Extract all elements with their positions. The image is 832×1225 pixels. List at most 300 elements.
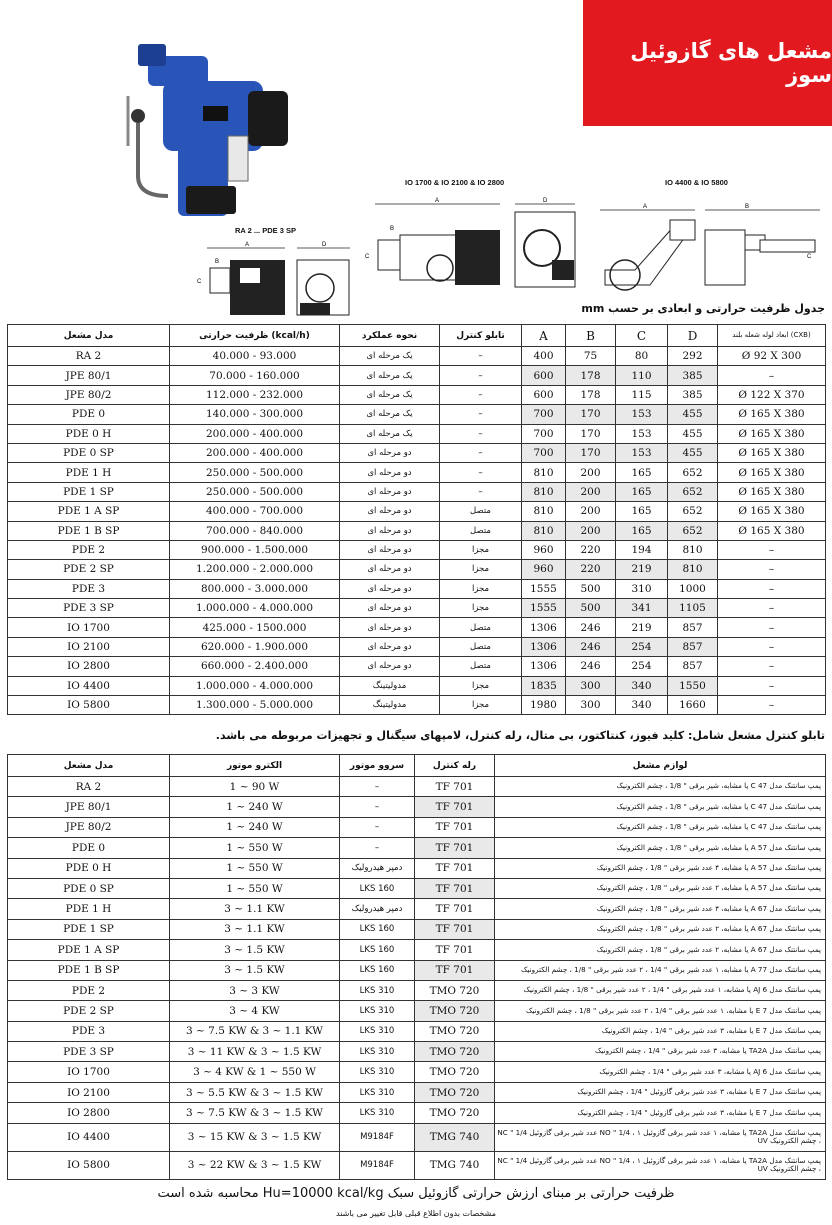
table-row xyxy=(8,502,826,521)
cell-b: 500 xyxy=(566,579,616,598)
cell-operation: یک مرحله ای xyxy=(340,385,440,404)
cell-operation: دو مرحله ای xyxy=(340,502,440,521)
cell-capacity: 140.000 - 300.000 xyxy=(170,405,340,424)
cell-tube: – xyxy=(718,696,826,715)
cell-operation: دو مرحله ای xyxy=(340,579,440,598)
cell-c: 310 xyxy=(616,579,668,598)
cell-servo: – xyxy=(340,797,415,817)
cell-model: PDE 1 H xyxy=(8,899,170,919)
cell-motor: 3 ~ 7.5 KW & 3 ~ 1.5 KW xyxy=(170,1103,340,1123)
cell-model: IO 4400 xyxy=(8,676,170,695)
cell-b: 200 xyxy=(566,482,616,501)
cell-motor: 3 ~ 4 KW xyxy=(170,1001,340,1021)
cell-c: 153 xyxy=(616,443,668,462)
table-row xyxy=(8,637,826,656)
cell-model: PDE 1 SP xyxy=(8,482,170,501)
cell-d: 857 xyxy=(668,637,718,656)
cell-c: 254 xyxy=(616,637,668,656)
cell-operation: دو مرحله ای xyxy=(340,657,440,676)
cell-motor: 3 ~ 1.5 KW xyxy=(170,940,340,960)
cell-d: 652 xyxy=(668,463,718,482)
cell-model: JPE 80/1 xyxy=(8,797,170,817)
cell-b: 246 xyxy=(566,618,616,637)
cell-relay: TMG 740 xyxy=(415,1123,495,1151)
cell-panel: – xyxy=(440,405,522,424)
cell-b: 246 xyxy=(566,637,616,656)
cell-c: 194 xyxy=(616,540,668,559)
cell-c: 254 xyxy=(616,657,668,676)
cell-b: 170 xyxy=(566,405,616,424)
cell-capacity: 400.000 - 700.000 xyxy=(170,502,340,521)
cell-d: 1550 xyxy=(668,676,718,695)
svg-text:C: C xyxy=(807,254,812,260)
cell-motor: 1 ~ 550 W xyxy=(170,838,340,858)
table1-header-row xyxy=(8,325,826,347)
cell-panel: متصل xyxy=(440,502,522,521)
cell-model: PDE 1 H xyxy=(8,463,170,482)
cell-capacity: 425.000 - 1500.000 xyxy=(170,618,340,637)
table-row xyxy=(8,618,826,637)
cell-relay: TF 701 xyxy=(415,940,495,960)
table1-header-operation: نحوه عملکرد xyxy=(340,325,440,347)
cell-relay: TF 701 xyxy=(415,817,495,837)
table2-caption: تابلو کنترل مشعل شامل: کلید فیوز، کنتاکتور، بی متال، رله کنترل، لامپهای سیگنال و تجهیزات مربوطه می باشد. xyxy=(215,729,825,742)
table-row xyxy=(8,443,826,462)
cell-operation: دو مرحله ای xyxy=(340,599,440,618)
cell-acc: پمپ سانتنک مدل C 47 یا مشابه، شیر برقی " 1/8 ، چشم الکترونیک xyxy=(495,777,826,797)
drawing-large-diagram xyxy=(595,190,825,298)
cell-d: 810 xyxy=(668,540,718,559)
cell-acc: پمپ سانتنک مدل A 67 یا مشابه، ۴ عدد شیر برقی " 1/8 ، چشم الکترونیک xyxy=(495,899,826,919)
cell-motor: 1 ~ 240 W xyxy=(170,797,340,817)
cell-operation: دو مرحله ای xyxy=(340,482,440,501)
burner-photo xyxy=(108,36,298,226)
cell-b: 220 xyxy=(566,560,616,579)
cell-servo: LKS 310 xyxy=(340,1001,415,1021)
cell-operation: دو مرحله ای xyxy=(340,637,440,656)
drawing-mid-caption: IO 1700 & IO 2100 & IO 2800 xyxy=(405,178,505,187)
cell-b: 75 xyxy=(566,347,616,366)
cell-motor: 3 ~ 1.1 KW xyxy=(170,899,340,919)
cell-acc: پمپ سانتنک مدل A 57 یا مشابه، ۲ عدد شیر برقی " 1/8 ، چشم الکترونیک xyxy=(495,878,826,898)
cell-model: IO 1700 xyxy=(8,1062,170,1082)
cell-c: 153 xyxy=(616,405,668,424)
cell-b: 200 xyxy=(566,502,616,521)
table-row xyxy=(8,1042,826,1062)
cell-d: 1660 xyxy=(668,696,718,715)
cell-model: PDE 2 xyxy=(8,540,170,559)
cell-a: 600 xyxy=(522,385,566,404)
table-row xyxy=(8,899,826,919)
table-row xyxy=(8,347,826,366)
cell-capacity: 200.000 - 400.000 xyxy=(170,424,340,443)
table1-caption: جدول ظرفیت حرارتی و ابعادی بر حسب mm xyxy=(581,302,825,315)
cell-motor: 3 ~ 4 KW & 1 ~ 550 W xyxy=(170,1062,340,1082)
cell-b: 246 xyxy=(566,657,616,676)
cell-capacity: 1.200.000 - 2.000.000 xyxy=(170,560,340,579)
drawing-mid xyxy=(360,178,585,298)
table-row xyxy=(8,777,826,797)
table-row xyxy=(8,1151,826,1179)
cell-acc: پمپ سانتنک مدل AJ 6 یا مشابه، ۱ عدد شیر برقی " 1/4 ، ۲ عدد شیر برقی " 1/8 ، چشم الکترونیک xyxy=(495,980,826,1000)
cell-a: 700 xyxy=(522,424,566,443)
cell-c: 165 xyxy=(616,521,668,540)
table-row xyxy=(8,797,826,817)
cell-model: PDE 1 A SP xyxy=(8,502,170,521)
cell-servo: LKS 160 xyxy=(340,960,415,980)
cell-d: 455 xyxy=(668,405,718,424)
cell-d: 455 xyxy=(668,443,718,462)
table-row xyxy=(8,1001,826,1021)
cell-servo: – xyxy=(340,838,415,858)
cell-servo: – xyxy=(340,777,415,797)
table2-header-relay: رله کنترل xyxy=(415,755,495,777)
cell-operation: دو مرحله ای xyxy=(340,618,440,637)
cell-c: 153 xyxy=(616,424,668,443)
cell-d: 385 xyxy=(668,366,718,385)
cell-servo: LKS 310 xyxy=(340,980,415,1000)
table2-body xyxy=(8,777,826,1180)
cell-servo: LKS 160 xyxy=(340,940,415,960)
cell-panel: مجزا xyxy=(440,676,522,695)
svg-text:C: C xyxy=(365,254,370,260)
cell-tube: – xyxy=(718,366,826,385)
drawing-small-diagram xyxy=(185,238,360,326)
cell-panel: مجزا xyxy=(440,540,522,559)
cell-relay: TF 701 xyxy=(415,919,495,939)
table1-header-d: D xyxy=(668,325,718,347)
table1-header-a: A xyxy=(522,325,566,347)
table-row xyxy=(8,366,826,385)
cell-b: 500 xyxy=(566,599,616,618)
cell-panel: – xyxy=(440,424,522,443)
cell-panel: متصل xyxy=(440,521,522,540)
cell-acc: پمپ سانتنک مدل A 67 یا مشابه، ۲ عدد شیر برقی " 1/8 ، چشم الکترونیک xyxy=(495,919,826,939)
cell-capacity: 700.000 - 840.000 xyxy=(170,521,340,540)
capacity-dimension-table xyxy=(7,324,826,715)
cell-operation: دو مرحله ای xyxy=(340,540,440,559)
cell-c: 341 xyxy=(616,599,668,618)
cell-c: 165 xyxy=(616,482,668,501)
cell-capacity: 40.000 - 93.000 xyxy=(170,347,340,366)
cell-d: 857 xyxy=(668,657,718,676)
cell-d: 652 xyxy=(668,482,718,501)
cell-tube: – xyxy=(718,599,826,618)
cell-tube: Ø 165 X 380 xyxy=(718,482,826,501)
cell-servo: LKS 310 xyxy=(340,1082,415,1102)
cell-servo: M9184F xyxy=(340,1123,415,1151)
cell-model: IO 1700 xyxy=(8,618,170,637)
svg-text:C: C xyxy=(197,279,202,285)
cell-panel: متصل xyxy=(440,637,522,656)
cell-model: PDE 0 SP xyxy=(8,878,170,898)
cell-b: 200 xyxy=(566,521,616,540)
cell-a: 400 xyxy=(522,347,566,366)
cell-operation: یک مرحله ای xyxy=(340,405,440,424)
cell-model: PDE 2 SP xyxy=(8,560,170,579)
cell-tube: – xyxy=(718,540,826,559)
cell-d: 652 xyxy=(668,521,718,540)
cell-b: 200 xyxy=(566,463,616,482)
page-title: مشعل های گازوئیل سوز xyxy=(630,39,832,87)
cell-d: 385 xyxy=(668,385,718,404)
table-row xyxy=(8,560,826,579)
cell-model: PDE 3 xyxy=(8,579,170,598)
table-row xyxy=(8,676,826,695)
cell-acc: پمپ سانتنک مدل A 67 یا مشابه، ۲ عدد شیر برقی " 1/8 ، چشم الکترونیک xyxy=(495,940,826,960)
cell-panel: مجزا xyxy=(440,560,522,579)
cell-model: PDE 3 SP xyxy=(8,599,170,618)
cell-a: 1835 xyxy=(522,676,566,695)
cell-a: 810 xyxy=(522,521,566,540)
table1-header-capacity: ظرفیت حرارتی (kcal/h) xyxy=(170,325,340,347)
drawing-mid-diagram xyxy=(360,190,585,298)
svg-text:A: A xyxy=(245,242,250,248)
cell-capacity: 200.000 - 400.000 xyxy=(170,443,340,462)
cell-c: 165 xyxy=(616,502,668,521)
cell-tube: Ø 165 X 380 xyxy=(718,443,826,462)
cell-acc: پمپ سانتنک مدل A 57 یا مشابه، شیر برقی " 1/8 ، چشم الکترونیک xyxy=(495,838,826,858)
table1-header-panel: تابلو کنترل xyxy=(440,325,522,347)
cell-tube: – xyxy=(718,657,826,676)
cell-capacity: 70.000 - 160.000 xyxy=(170,366,340,385)
cell-model: IO 4400 xyxy=(8,1123,170,1151)
cell-operation: مدولیتینگ xyxy=(340,696,440,715)
cell-model: PDE 1 B SP xyxy=(8,960,170,980)
cell-model: IO 5800 xyxy=(8,1151,170,1179)
table-row xyxy=(8,919,826,939)
cell-relay: TMO 720 xyxy=(415,1042,495,1062)
cell-servo: LKS 160 xyxy=(340,878,415,898)
cell-a: 960 xyxy=(522,560,566,579)
footer-disclaimer: مشخصات بدون اطلاع قبلی قابل تغییر می باشند xyxy=(336,1209,496,1218)
table-row xyxy=(8,1123,826,1151)
cell-capacity: 800.000 - 3.000.000 xyxy=(170,579,340,598)
cell-operation: یک مرحله ای xyxy=(340,347,440,366)
cell-panel: مجزا xyxy=(440,579,522,598)
cell-b: 300 xyxy=(566,676,616,695)
cell-operation: دو مرحله ای xyxy=(340,463,440,482)
cell-motor: 3 ~ 3 KW xyxy=(170,980,340,1000)
table2-header-motor: الکترو موتور xyxy=(170,755,340,777)
cell-servo: LKS 310 xyxy=(340,1103,415,1123)
drawing-large xyxy=(595,178,825,298)
cell-tube: Ø 165 X 380 xyxy=(718,405,826,424)
cell-model: PDE 0 SP xyxy=(8,443,170,462)
cell-model: PDE 1 B SP xyxy=(8,521,170,540)
table-row xyxy=(8,424,826,443)
cell-servo: دمپر هیدرولیک xyxy=(340,858,415,878)
cell-capacity: 900.000 - 1.500.000 xyxy=(170,540,340,559)
cell-a: 1555 xyxy=(522,579,566,598)
table-row xyxy=(8,657,826,676)
cell-relay: TMO 720 xyxy=(415,1062,495,1082)
cell-model: PDE 0 H xyxy=(8,424,170,443)
cell-panel: مجزا xyxy=(440,696,522,715)
cell-tube: Ø 165 X 380 xyxy=(718,424,826,443)
table2-header-servo: سروو موتور xyxy=(340,755,415,777)
cell-model: PDE 0 H xyxy=(8,858,170,878)
cell-c: 340 xyxy=(616,676,668,695)
cell-tube: – xyxy=(718,618,826,637)
cell-acc: پمپ سانتنک مدل E 7 یا مشابه، ۱ عدد شیر برقی " 1/4 ، ۲ عدد شیر برقی " 1/8 ، چشم الکترونیک xyxy=(495,1001,826,1021)
svg-text:B: B xyxy=(215,259,220,265)
cell-tube: – xyxy=(718,560,826,579)
cell-panel: – xyxy=(440,385,522,404)
cell-model: PDE 0 xyxy=(8,405,170,424)
table-row xyxy=(8,405,826,424)
cell-tube: Ø 92 X 300 xyxy=(718,347,826,366)
drawing-large-caption: IO 4400 & IO 5800 xyxy=(665,178,728,187)
cell-motor: 3 ~ 15 KW & 3 ~ 1.5 KW xyxy=(170,1123,340,1151)
svg-text:B: B xyxy=(745,204,750,210)
cell-a: 1555 xyxy=(522,599,566,618)
cell-c: 80 xyxy=(616,347,668,366)
cell-d: 1000 xyxy=(668,579,718,598)
cell-tube: Ø 165 X 380 xyxy=(718,463,826,482)
cell-c: 110 xyxy=(616,366,668,385)
table-row xyxy=(8,817,826,837)
cell-acc: پمپ سانتنک مدل TA2A یا مشابه، ۳ عدد شیر برقی " 1/4 ، چشم الکترونیک xyxy=(495,1042,826,1062)
cell-relay: TF 701 xyxy=(415,899,495,919)
cell-relay: TMO 720 xyxy=(415,1021,495,1041)
cell-capacity: 620.000 - 1.900.000 xyxy=(170,637,340,656)
table-row xyxy=(8,385,826,404)
table1-header-tube: ابعاد لوله شعله بلند (CXB) xyxy=(718,325,826,347)
cell-motor: 3 ~ 5.5 KW & 3 ~ 1.5 KW xyxy=(170,1082,340,1102)
cell-servo: LKS 310 xyxy=(340,1021,415,1041)
cell-model: PDE 2 xyxy=(8,980,170,1000)
cell-acc: پمپ سانتنک مدل A 57 یا مشابه، ۴ عدد شیر برقی " 1/8 ، چشم الکترونیک xyxy=(495,858,826,878)
cell-tube: – xyxy=(718,579,826,598)
cell-capacity: 112.000 - 232.000 xyxy=(170,385,340,404)
cell-acc: پمپ سانتنک مدل E 7 یا مشابه، ۳ عدد شیر برقی گازوئیل " 1/4 ، چشم الکترونیک xyxy=(495,1082,826,1102)
cell-servo: LKS 160 xyxy=(340,919,415,939)
table-row xyxy=(8,579,826,598)
cell-model: PDE 1 SP xyxy=(8,919,170,939)
table-row xyxy=(8,1103,826,1123)
cell-servo: LKS 310 xyxy=(340,1062,415,1082)
cell-relay: TMO 720 xyxy=(415,1082,495,1102)
cell-model: IO 5800 xyxy=(8,696,170,715)
cell-b: 300 xyxy=(566,696,616,715)
cell-motor: 1 ~ 550 W xyxy=(170,878,340,898)
drawing-small-caption: RA 2 ... PDE 3 SP xyxy=(235,226,296,235)
cell-motor: 3 ~ 1.1 KW xyxy=(170,919,340,939)
cell-servo: – xyxy=(340,817,415,837)
cell-model: PDE 0 xyxy=(8,838,170,858)
cell-d: 1105 xyxy=(668,599,718,618)
cell-acc: پمپ سانتنک مدل C 47 یا مشابه، شیر برقی " 1/8 ، چشم الکترونیک xyxy=(495,817,826,837)
drawing-small xyxy=(185,226,360,326)
cell-model: RA 2 xyxy=(8,777,170,797)
cell-panel: متصل xyxy=(440,618,522,637)
cell-a: 960 xyxy=(522,540,566,559)
table-row xyxy=(8,940,826,960)
svg-text:D: D xyxy=(322,242,327,248)
table-row xyxy=(8,540,826,559)
table-row xyxy=(8,980,826,1000)
cell-model: JPE 80/2 xyxy=(8,817,170,837)
cell-model: PDE 3 xyxy=(8,1021,170,1041)
cell-tube: – xyxy=(718,637,826,656)
cell-relay: TF 701 xyxy=(415,777,495,797)
cell-motor: 3 ~ 7.5 KW & 3 ~ 1.1 KW xyxy=(170,1021,340,1041)
cell-d: 810 xyxy=(668,560,718,579)
cell-a: 700 xyxy=(522,405,566,424)
cell-relay: TMO 720 xyxy=(415,1103,495,1123)
cell-capacity: 1.300.000 - 5.000.000 xyxy=(170,696,340,715)
cell-c: 165 xyxy=(616,463,668,482)
cell-a: 600 xyxy=(522,366,566,385)
table2-header-acc: لوازم مشعل xyxy=(495,755,826,777)
table-row xyxy=(8,1062,826,1082)
cell-tube: Ø 165 X 380 xyxy=(718,502,826,521)
cell-operation: یک مرحله ای xyxy=(340,424,440,443)
table-row xyxy=(8,599,826,618)
cell-model: PDE 2 SP xyxy=(8,1001,170,1021)
svg-text:B: B xyxy=(390,226,395,232)
cell-relay: TF 701 xyxy=(415,838,495,858)
cell-b: 178 xyxy=(566,366,616,385)
table1-header-c: C xyxy=(616,325,668,347)
table-row xyxy=(8,960,826,980)
cell-tube: – xyxy=(718,676,826,695)
cell-motor: 1 ~ 240 W xyxy=(170,817,340,837)
cell-operation: یک مرحله ای xyxy=(340,366,440,385)
table2-header-row xyxy=(8,755,826,777)
cell-a: 1306 xyxy=(522,657,566,676)
cell-c: 115 xyxy=(616,385,668,404)
cell-model: PDE 1 A SP xyxy=(8,940,170,960)
cell-model: JPE 80/1 xyxy=(8,366,170,385)
cell-d: 292 xyxy=(668,347,718,366)
cell-model: IO 2800 xyxy=(8,1103,170,1123)
cell-motor: 1 ~ 90 W xyxy=(170,777,340,797)
cell-operation: دو مرحله ای xyxy=(340,521,440,540)
cell-tube: Ø 122 X 370 xyxy=(718,385,826,404)
cell-a: 1306 xyxy=(522,618,566,637)
cell-acc: پمپ سانتنک مدل AJ 6 یا مشابه، ۳ عدد شیر برقی " 1/4 ، چشم الکترونیک xyxy=(495,1062,826,1082)
cell-acc: پمپ سانتنک مدل TA2A یا مشابه، ۱ عدد شیر برقی گازوئیل NO " 1/4 ، ۱ عدد شیر برقی گازوئیل NC " 1/4 ، چشم الکترونیک UV xyxy=(495,1123,826,1151)
cell-relay: TMO 720 xyxy=(415,1001,495,1021)
cell-relay: TF 701 xyxy=(415,878,495,898)
cell-capacity: 250.000 - 500.000 xyxy=(170,482,340,501)
cell-b: 170 xyxy=(566,443,616,462)
cell-d: 455 xyxy=(668,424,718,443)
svg-text:A: A xyxy=(643,204,648,210)
cell-panel: – xyxy=(440,366,522,385)
cell-tube: Ø 165 X 380 xyxy=(718,521,826,540)
table-row xyxy=(8,838,826,858)
cell-panel: – xyxy=(440,463,522,482)
table1-header-b: B xyxy=(566,325,616,347)
cell-servo: M9184F xyxy=(340,1151,415,1179)
cell-c: 340 xyxy=(616,696,668,715)
cell-panel: متصل xyxy=(440,657,522,676)
cell-relay: TMO 720 xyxy=(415,980,495,1000)
cell-a: 810 xyxy=(522,463,566,482)
cell-d: 857 xyxy=(668,618,718,637)
cell-acc: پمپ سانتنک مدل A 77 یا مشابه، ۱ عدد شیر برقی " 1/4 ، ۲ عدد شیر برقی " 1/8 ، چشم الکترونیک xyxy=(495,960,826,980)
cell-model: IO 2100 xyxy=(8,637,170,656)
table1-body xyxy=(8,347,826,715)
cell-a: 810 xyxy=(522,482,566,501)
cell-model: JPE 80/2 xyxy=(8,385,170,404)
cell-capacity: 1.000.000 - 4.000.000 xyxy=(170,676,340,695)
cell-panel: مجزا xyxy=(440,599,522,618)
cell-relay: TF 701 xyxy=(415,960,495,980)
